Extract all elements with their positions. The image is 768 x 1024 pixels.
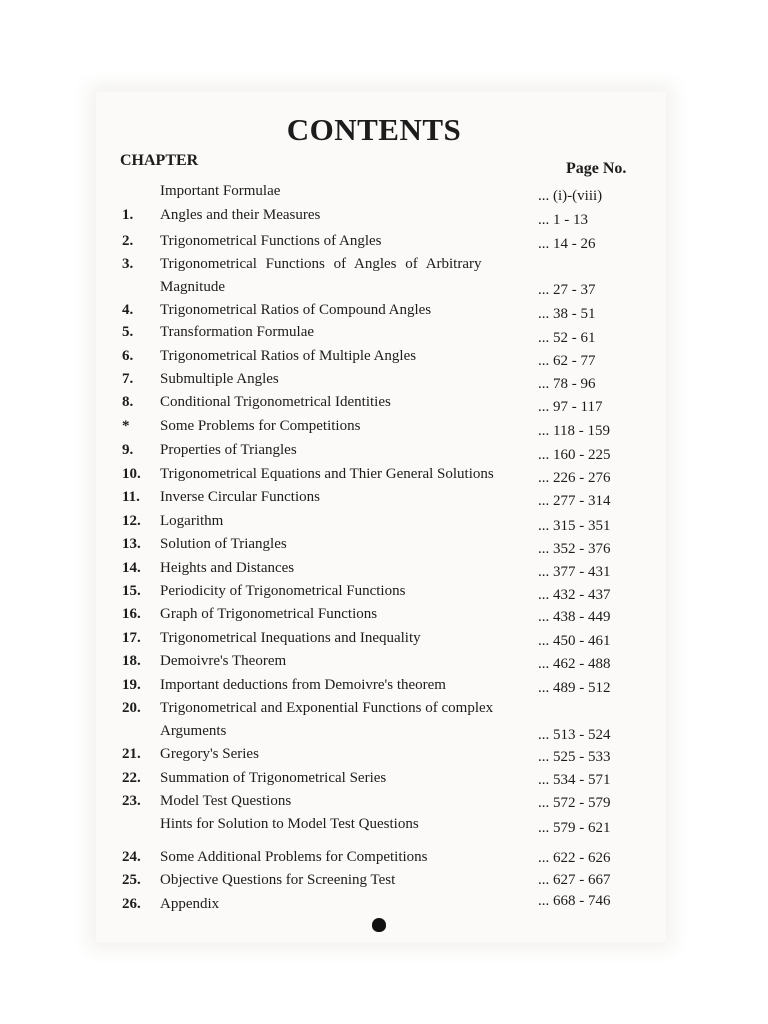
chapter-number: 24. bbox=[122, 849, 141, 865]
toc-entry bbox=[0, 207, 768, 229]
toc-entry bbox=[0, 513, 768, 535]
chapter-title: Conditional Trigonometrical Identities bbox=[160, 394, 391, 410]
chapter-number: 12. bbox=[122, 513, 141, 529]
chapter-title: Model Test Questions bbox=[160, 793, 292, 809]
toc-entry bbox=[0, 816, 768, 838]
chapter-number: 4. bbox=[122, 302, 134, 318]
toc-entry bbox=[0, 442, 768, 464]
chapter-number: * bbox=[122, 418, 130, 434]
chapter-title: Solution of Triangles bbox=[160, 536, 287, 552]
page-range: ... 1 - 13 bbox=[538, 212, 588, 228]
toc-entry bbox=[0, 583, 768, 605]
chapter-number: 2. bbox=[122, 233, 134, 249]
page-range: ... 97 - 117 bbox=[538, 399, 603, 415]
chapter-title: Inverse Circular Functions bbox=[160, 489, 320, 505]
page-range: ... 52 - 61 bbox=[538, 330, 596, 346]
chapter-number: 3. bbox=[122, 256, 134, 272]
page-range: ... 160 - 225 bbox=[538, 447, 611, 463]
chapter-number: 1. bbox=[122, 207, 134, 223]
page-range: ... 226 - 276 bbox=[538, 470, 611, 486]
page-range: ... 622 - 626 bbox=[538, 850, 611, 866]
chapter-title: Gregory's Series bbox=[160, 746, 259, 762]
page-number-column-header: Page No. bbox=[566, 160, 627, 177]
chapter-title: Important deductions from Demoivre's theorem bbox=[160, 677, 446, 693]
chapter-title: Appendix bbox=[160, 896, 220, 912]
chapter-number: 25. bbox=[122, 872, 141, 888]
chapter-title: Trigonometrical Functions of Angles bbox=[160, 233, 382, 249]
page-range: ... 78 - 96 bbox=[538, 376, 596, 392]
chapter-number: 13. bbox=[122, 536, 141, 552]
toc-entry bbox=[0, 466, 768, 488]
chapter-title: Trigonometrical Functions of Angles of Arbitrary bbox=[160, 256, 482, 272]
chapter-title: Transformation Formulae bbox=[160, 324, 315, 340]
toc-entry bbox=[0, 302, 768, 324]
page-range: ... 438 - 449 bbox=[538, 609, 611, 625]
chapter-number: 5. bbox=[122, 324, 134, 340]
chapter-title: Some Problems for Competitions bbox=[160, 418, 361, 434]
toc-entry bbox=[0, 489, 768, 511]
chapter-number: 26. bbox=[122, 896, 141, 912]
page-range: ... 118 - 159 bbox=[538, 423, 610, 439]
toc-entry bbox=[0, 560, 768, 582]
page-range: ... 352 - 376 bbox=[538, 541, 611, 557]
chapter-number: 21. bbox=[122, 746, 141, 762]
chapter-title: Trigonometrical and Exponential Functions of complex bbox=[160, 700, 494, 716]
chapter-title: Important Formulae bbox=[160, 183, 281, 199]
page-range: ... 462 - 488 bbox=[538, 656, 611, 672]
chapter-title: Magnitude bbox=[160, 279, 225, 295]
chapter-number: 15. bbox=[122, 583, 141, 599]
toc-entry bbox=[0, 371, 768, 393]
toc-entry bbox=[0, 893, 768, 918]
page-range: ... 579 - 621 bbox=[538, 820, 611, 836]
chapter-title: Arguments bbox=[160, 723, 227, 739]
chapter-number: 20. bbox=[122, 700, 141, 716]
page-range: ... 27 - 37 bbox=[538, 282, 596, 298]
chapter-number: 14. bbox=[122, 560, 141, 576]
ink-blot bbox=[372, 918, 386, 932]
chapter-number: 16. bbox=[122, 606, 141, 622]
toc-entry bbox=[0, 653, 768, 675]
chapter-title: Demoivre's Theorem bbox=[160, 653, 287, 669]
chapter-number: 22. bbox=[122, 770, 141, 786]
toc-entry bbox=[0, 536, 768, 558]
chapter-number: 11. bbox=[122, 489, 140, 505]
chapter-title: Graph of Trigonometrical Functions bbox=[160, 606, 378, 622]
toc-entry bbox=[0, 630, 768, 652]
chapter-title: Periodicity of Trigonometrical Functions bbox=[160, 583, 406, 599]
page-range: ... 14 - 26 bbox=[538, 236, 596, 252]
chapter-number: 18. bbox=[122, 653, 141, 669]
page-range: ... 534 - 571 bbox=[538, 772, 611, 788]
chapter-title: Submultiple Angles bbox=[160, 371, 279, 387]
page-range: ... 315 - 351 bbox=[538, 518, 611, 534]
chapter-title: Hints for Solution to Model Test Questions bbox=[160, 816, 419, 832]
chapter-title: Summation of Trigonometrical Series bbox=[160, 770, 387, 786]
chapter-title: Angles and their Measures bbox=[160, 207, 321, 223]
toc-entry bbox=[0, 723, 768, 745]
toc-entry bbox=[0, 793, 768, 815]
toc-entry bbox=[0, 606, 768, 628]
toc-entry bbox=[0, 770, 768, 792]
toc-entry bbox=[0, 700, 768, 722]
page-title: CONTENTS bbox=[286, 112, 462, 147]
chapter-number: 23. bbox=[122, 793, 141, 809]
page-range: ... 450 - 461 bbox=[538, 633, 611, 649]
chapter-title: Trigonometrical Ratios of Compound Angles bbox=[160, 302, 432, 318]
chapter-title: Logarithm bbox=[160, 513, 224, 529]
chapter-title: Properties of Triangles bbox=[160, 442, 297, 458]
toc-entry bbox=[0, 872, 768, 894]
chapter-number: 6. bbox=[122, 348, 134, 364]
chapter-title: Trigonometrical Ratios of Multiple Angles bbox=[160, 348, 417, 364]
toc-entry bbox=[0, 418, 768, 440]
page-range: ... 432 - 437 bbox=[538, 587, 611, 603]
toc-entry bbox=[0, 849, 768, 871]
toc-entry bbox=[0, 746, 768, 768]
page-range: ... (i)-(viii) bbox=[538, 188, 603, 204]
chapter-number: 19. bbox=[122, 677, 141, 693]
chapter-number: 17. bbox=[122, 630, 141, 646]
page-range: ... 668 - 746 bbox=[538, 893, 611, 909]
chapter-title: Trigonometrical Equations and Thier General Solutions bbox=[160, 466, 494, 482]
toc-entry bbox=[0, 183, 768, 205]
page-range: ... 513 - 524 bbox=[538, 727, 611, 743]
chapter-title: Trigonometrical Inequations and Inequality bbox=[160, 630, 421, 646]
toc-entry bbox=[0, 233, 768, 255]
page-range: ... 572 - 579 bbox=[538, 795, 611, 811]
chapter-number: 9. bbox=[122, 442, 134, 458]
toc-entry bbox=[0, 394, 768, 416]
chapter-title: Objective Questions for Screening Test bbox=[160, 872, 396, 888]
toc-entry bbox=[0, 324, 768, 346]
chapter-number: 7. bbox=[122, 371, 134, 387]
page-range: ... 38 - 51 bbox=[538, 306, 596, 322]
page-range: ... 489 - 512 bbox=[538, 680, 611, 696]
chapter-number: 10. bbox=[122, 466, 141, 482]
page-range: ... 627 - 667 bbox=[538, 872, 611, 888]
toc-entry bbox=[0, 348, 768, 370]
chapter-title: Heights and Distances bbox=[160, 560, 295, 576]
toc-entry bbox=[0, 677, 768, 699]
page-range: ... 525 - 533 bbox=[538, 749, 611, 765]
toc-entry bbox=[0, 256, 768, 278]
page-range: ... 277 - 314 bbox=[538, 493, 611, 509]
page-range: ... 377 - 431 bbox=[538, 564, 611, 580]
toc-entry bbox=[0, 279, 768, 301]
chapter-column-header: CHAPTER bbox=[120, 152, 199, 169]
page-range: ... 62 - 77 bbox=[538, 353, 596, 369]
chapter-title: Some Additional Problems for Competitions bbox=[160, 849, 428, 865]
chapter-number: 8. bbox=[122, 394, 134, 410]
